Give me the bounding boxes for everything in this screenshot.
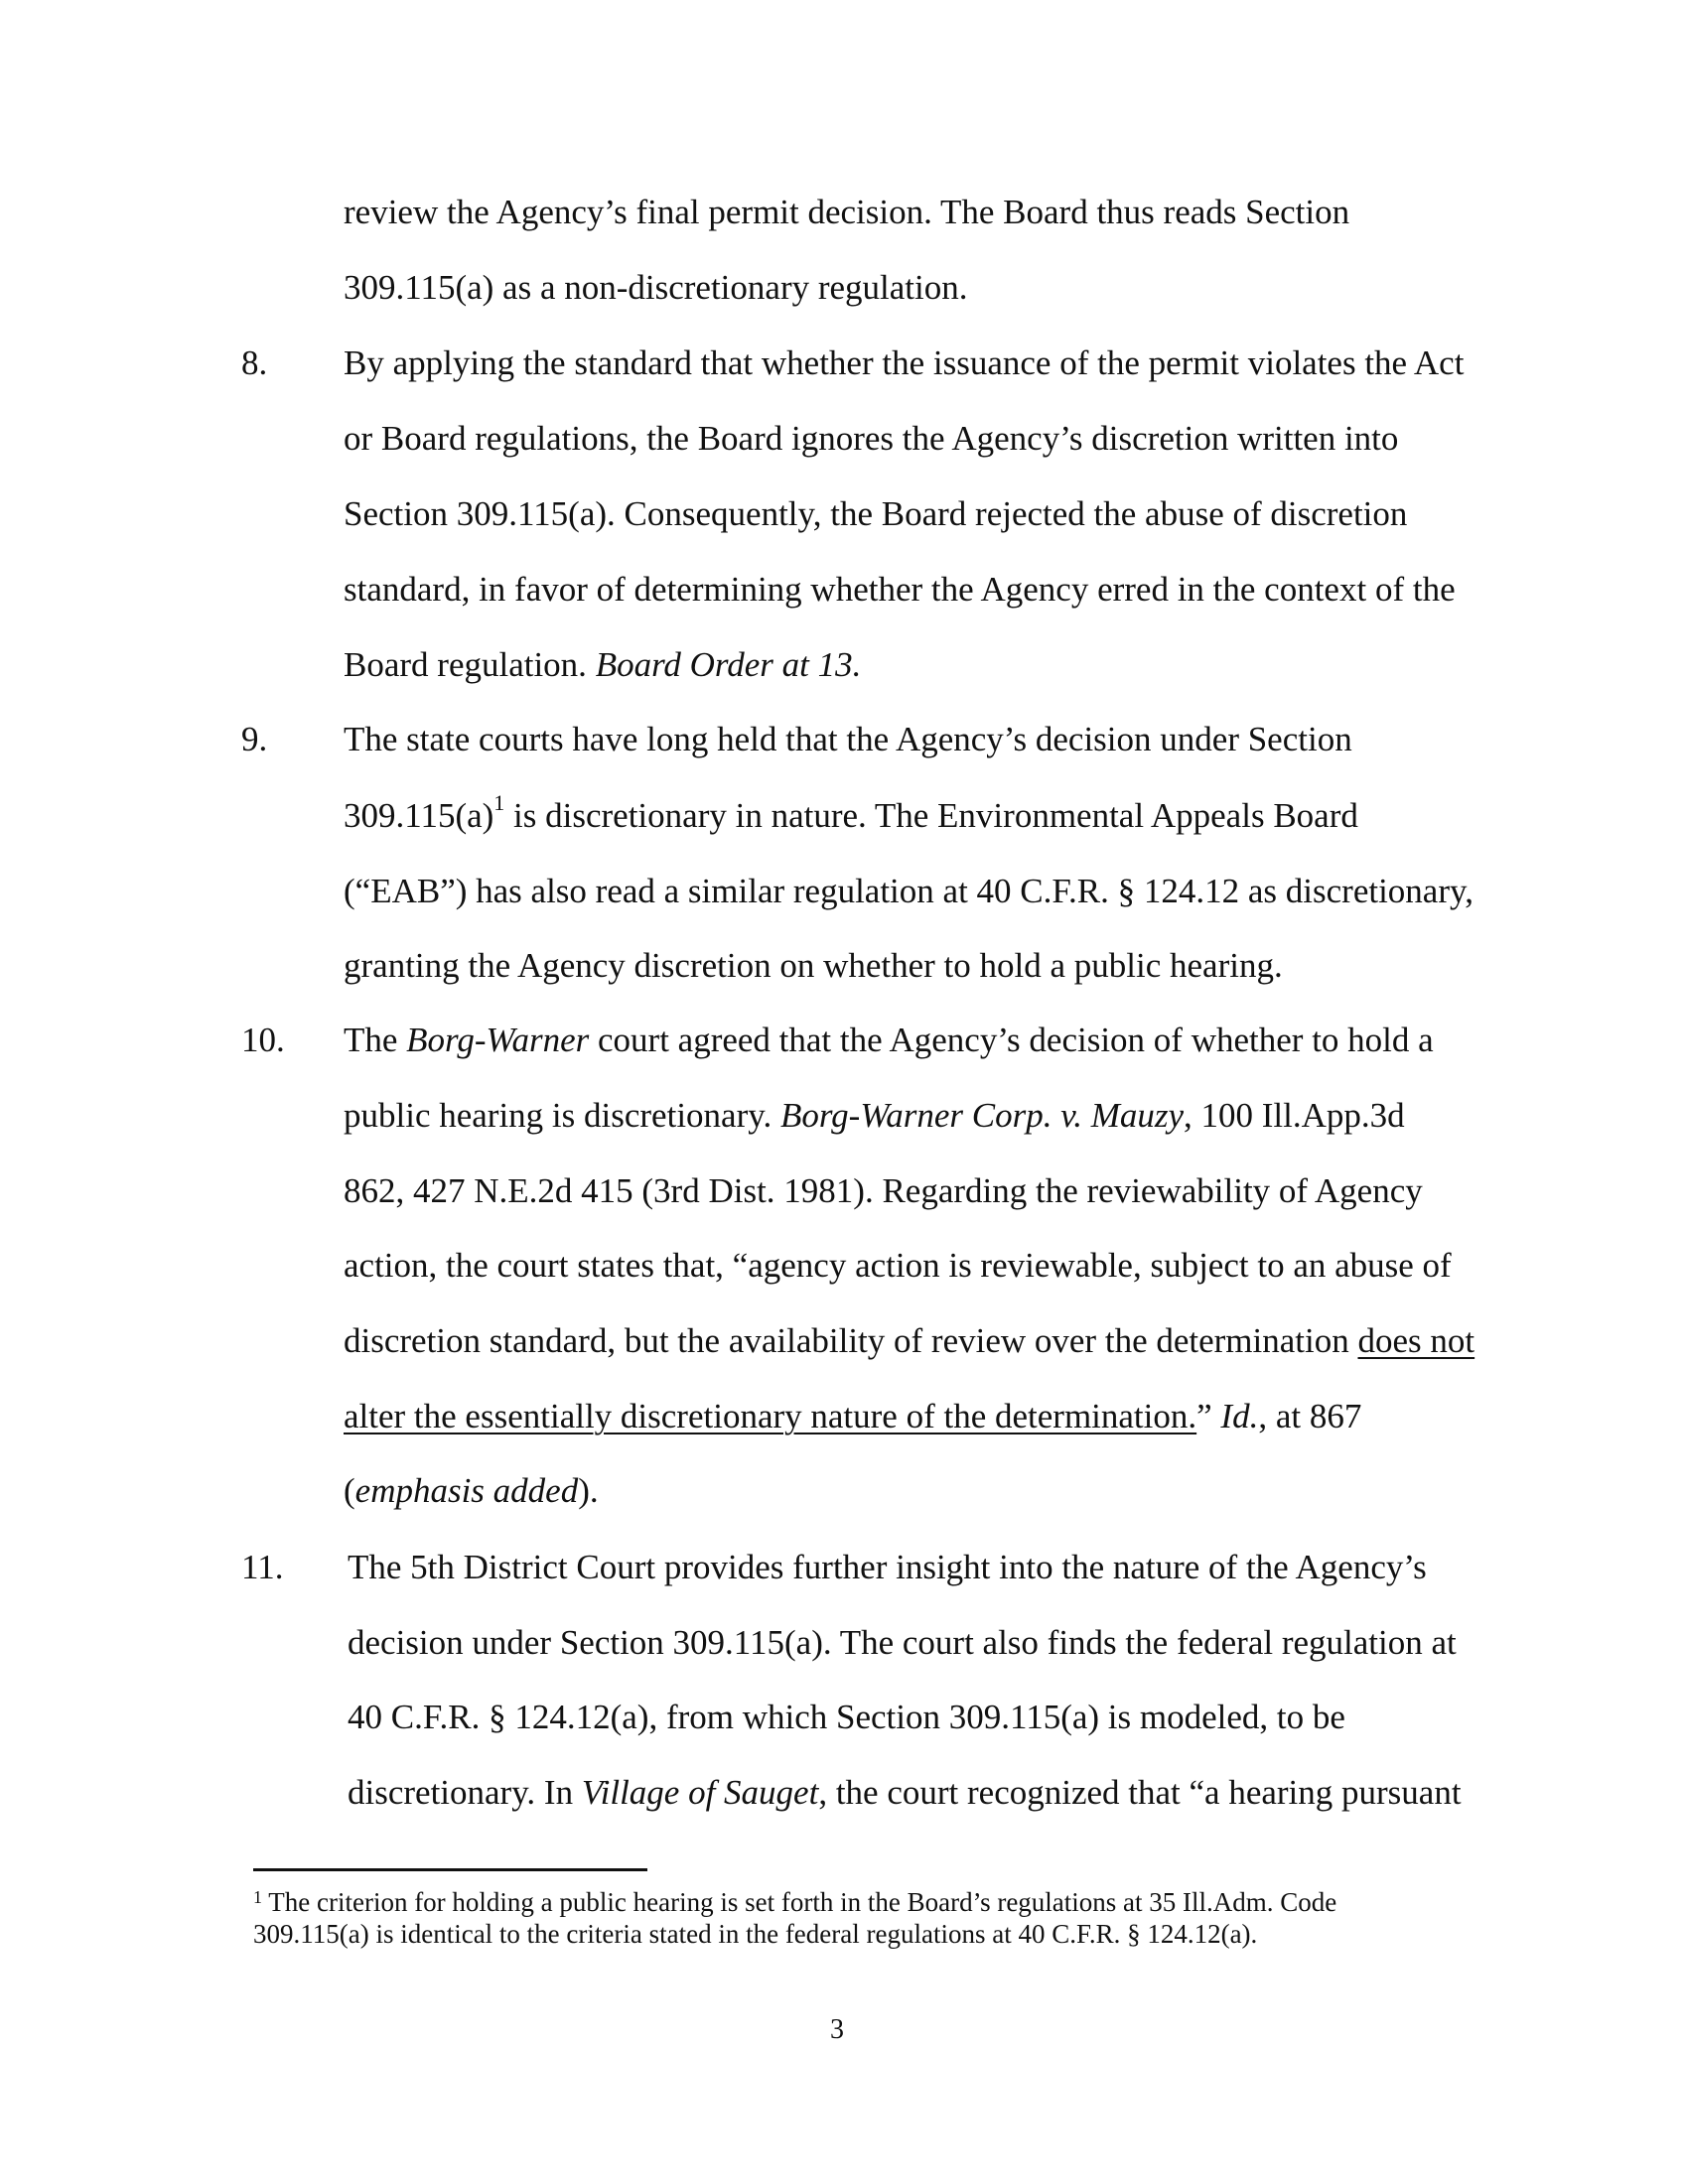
case-name-borg-warner: Borg-Warner [406,1021,590,1059]
emphasis-underline-1: does not [1357,1321,1475,1360]
id-citation: Id. [1220,1397,1259,1435]
p10-line-7-close: ). [578,1471,599,1510]
p11-line-3: 40 C.F.R. § 124.12(a), from which Section 309.115(a) is modeled, to be [348,1698,1345,1736]
p11-line-2: decision under Section 309.115(a). The court also finds the federal regulation at [348,1623,1457,1662]
p8-line-2: or Board regulations, the Board ignores the Agency’s discretion written into [344,419,1399,458]
case-name-village-of-sauget: Village of Sauget [581,1773,819,1812]
p9-line-2-post: is discretionary in nature. The Environmental Appeals Board [504,796,1358,835]
p11-line-1: The 5th District Court provides further insight into the nature of the Agency’s [348,1548,1427,1586]
p10-line-6 [344,1395,1361,1438]
emphasis-added-note: emphasis added [354,1471,579,1510]
case-citation-borg-warner-v-mauzy: Borg-Warner Corp. v. Mauzy [779,1096,1185,1135]
paragraph-number-8: 8. [241,343,268,382]
p10-line-1 [344,1019,1434,1062]
p10-line-7 [344,1469,599,1513]
p10-line-1-pre: The [344,1021,407,1059]
page-number: 3 [830,2014,844,2045]
p11-line-4 [348,1771,1462,1815]
p10-line-2-pre: public hearing is discretionary. [344,1096,780,1135]
continuation-line-2: 309.115(a) as a non-discretionary regulation. [344,268,968,307]
p10-line-5-pre: discretion standard, but the availability of review over the determination [344,1321,1358,1360]
p10-line-2 [344,1094,1405,1138]
footnote-reference-1[interactable]: 1 [493,790,505,816]
emphasis-underline-2: alter the essentially discretionary nature of the determination. [344,1397,1197,1435]
p10-line-1-post: court agreed that the Agency’s decision of whether to hold a [589,1021,1434,1059]
p10-line-3: 862, 427 N.E.2d 415 (3rd Dist. 1981). Regarding the reviewability of Agency [344,1171,1423,1210]
footnote-line-2: 309.115(a) is identical to the criteria stated in the federal regulations at 40 C.F.R. § 124.12(a). [253,1919,1258,1949]
paragraph-number-9: 9. [241,720,268,758]
p10-line-6-quote: ” [1196,1397,1221,1435]
p8-line-5-text: Board regulation. [344,645,596,684]
p8-line-5 [344,643,861,687]
p8-line-4: standard, in favor of determining whether the Agency erred in the context of the [344,570,1456,609]
p10-line-6-post: , at 867 [1258,1397,1362,1435]
board-order-citation: Board Order at 13. [595,645,862,684]
footnote-line-1 [253,1886,1336,1918]
p10-line-4: action, the court states that, “agency action is reviewable, subject to an abuse of [344,1246,1452,1285]
footnote-marker: 1 [253,1887,262,1907]
paragraph-number-11: 11. [241,1548,284,1586]
p9-line-2-pre: 309.115(a) [344,796,494,835]
p9-line-1: The state courts have long held that the Agency’s decision under Section [344,720,1352,758]
paragraph-number-10: 10. [241,1021,285,1059]
p10-line-2-post: , 100 Ill.App.3d [1184,1096,1405,1135]
p9-line-2 [344,790,1358,838]
p9-line-3: (“EAB”) has also read a similar regulation at 40 C.F.R. § 124.12 as discretionary, [344,872,1474,910]
p8-line-1: By applying the standard that whether the issuance of the permit violates the Act [344,343,1465,382]
p10-line-5 [344,1319,1474,1363]
p11-line-4-post: , the court recognized that “a hearing pursuant [818,1773,1462,1812]
p10-line-7-open: ( [344,1471,355,1510]
p8-line-3: Section 309.115(a). Consequently, the Board rejected the abuse of discretion [344,494,1408,533]
continuation-line-1: review the Agency’s final permit decision. The Board thus reads Section [344,193,1350,231]
footnote-text-1: The criterion for holding a public hearing is set forth in the Board’s regulations at 35 Ill.Adm. Code [262,1887,1337,1917]
p11-line-4-pre: discretionary. In [348,1773,582,1812]
footnote-separator [253,1868,647,1871]
p9-line-4: granting the Agency discretion on whether to hold a public hearing. [344,946,1283,985]
